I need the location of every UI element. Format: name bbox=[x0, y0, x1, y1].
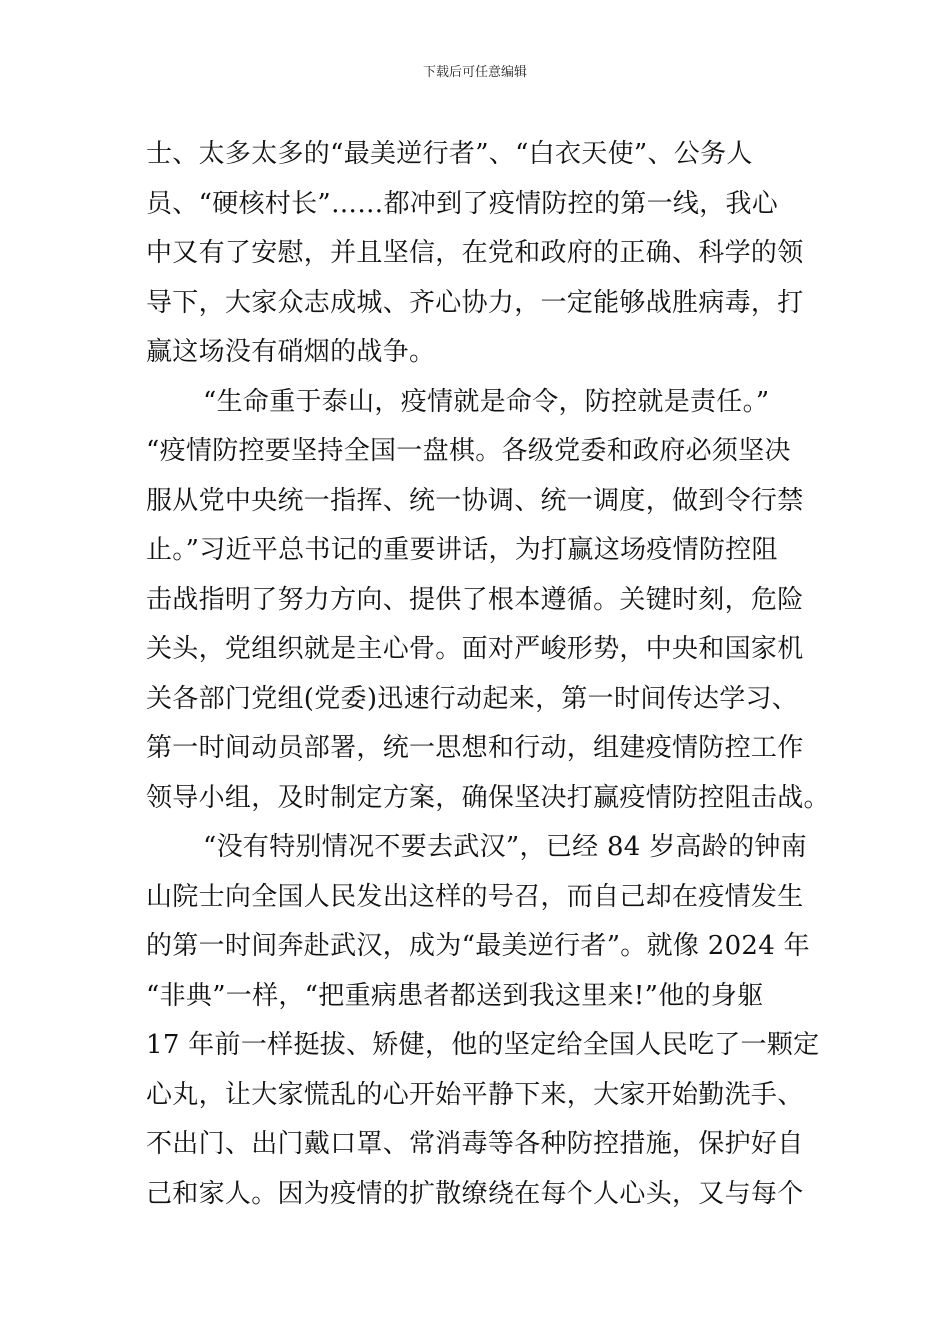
text-line: 止。”习近平总书记的重要讲话，为打赢这场疫情防控阻 bbox=[146, 535, 778, 565]
text-line: 赢这场没有硝烟的战争。 bbox=[146, 337, 436, 367]
text-line: 心丸，让大家慌乱的心开始平静下来，大家开始勤洗手、 bbox=[146, 1079, 804, 1110]
text-line: 不出门、出门戴口罩、常消毒等各种防控措施，保护好自 bbox=[146, 1129, 804, 1159]
text-line: 第一时间动员部署，统一思想和行动，组建疫情防控工作 bbox=[146, 733, 804, 763]
text-line: 士、太多太多的“最美逆行者”、“白衣天使”、公务人 bbox=[146, 139, 753, 169]
text-line: 己和家人。因为疫情的扩散缭绕在每个人心头，又与每个 bbox=[146, 1178, 804, 1209]
text-line: 导下，大家众志成城、齐心协力，一定能够战胜病毒，打 bbox=[146, 287, 804, 318]
text-line: 关各部门党组(党委)迅速行动起来，第一时间传达学习、 bbox=[146, 683, 799, 714]
text-line: 员、“硬核村长”……都冲到了疫情防控的第一线，我心 bbox=[146, 188, 779, 219]
text-line: 17 年前一样挺拔、矫健，他的坚定给全国人民吃了一颗定 bbox=[146, 1030, 820, 1060]
text-line: “非典”一样，“把重病患者都送到我这里来!”他的身躯 bbox=[146, 980, 764, 1011]
text-line: 的第一时间奔赴武汉，成为“最美逆行者”。就像 2024 年 bbox=[146, 931, 810, 961]
text-line: 服从党中央统一指挥、统一协调、统一调度，做到令行禁 bbox=[146, 485, 804, 516]
text-line: “生命重于泰山，疫情就是命令，防控就是责任。” bbox=[203, 386, 770, 417]
text-line: 击战指明了努力方向、提供了根本遵循。关键时刻，危险 bbox=[146, 584, 804, 615]
text-line: 山院士向全国人民发出这样的号召，而自己却在疫情发生 bbox=[146, 881, 804, 912]
page-header: 下载后可任意编辑 bbox=[422, 65, 527, 80]
body-text bbox=[146, 130, 830, 1219]
text-line: 中又有了安慰，并且坚信，在党和政府的正确、科学的领 bbox=[146, 238, 804, 268]
text-line: “没有特别情况不要去武汉”，已经 84 岁高龄的钟南 bbox=[203, 832, 807, 862]
text-line: 关头，党组织就是主心骨。面对严峻形势，中央和国家机 bbox=[146, 634, 804, 664]
text-line: “疫情防控要坚持全国一盘棋。各级党委和政府必须坚决 bbox=[146, 436, 791, 466]
text-line: 领导小组，及时制定方案，确保坚决打赢疫情防控阻击战。 bbox=[146, 782, 830, 813]
